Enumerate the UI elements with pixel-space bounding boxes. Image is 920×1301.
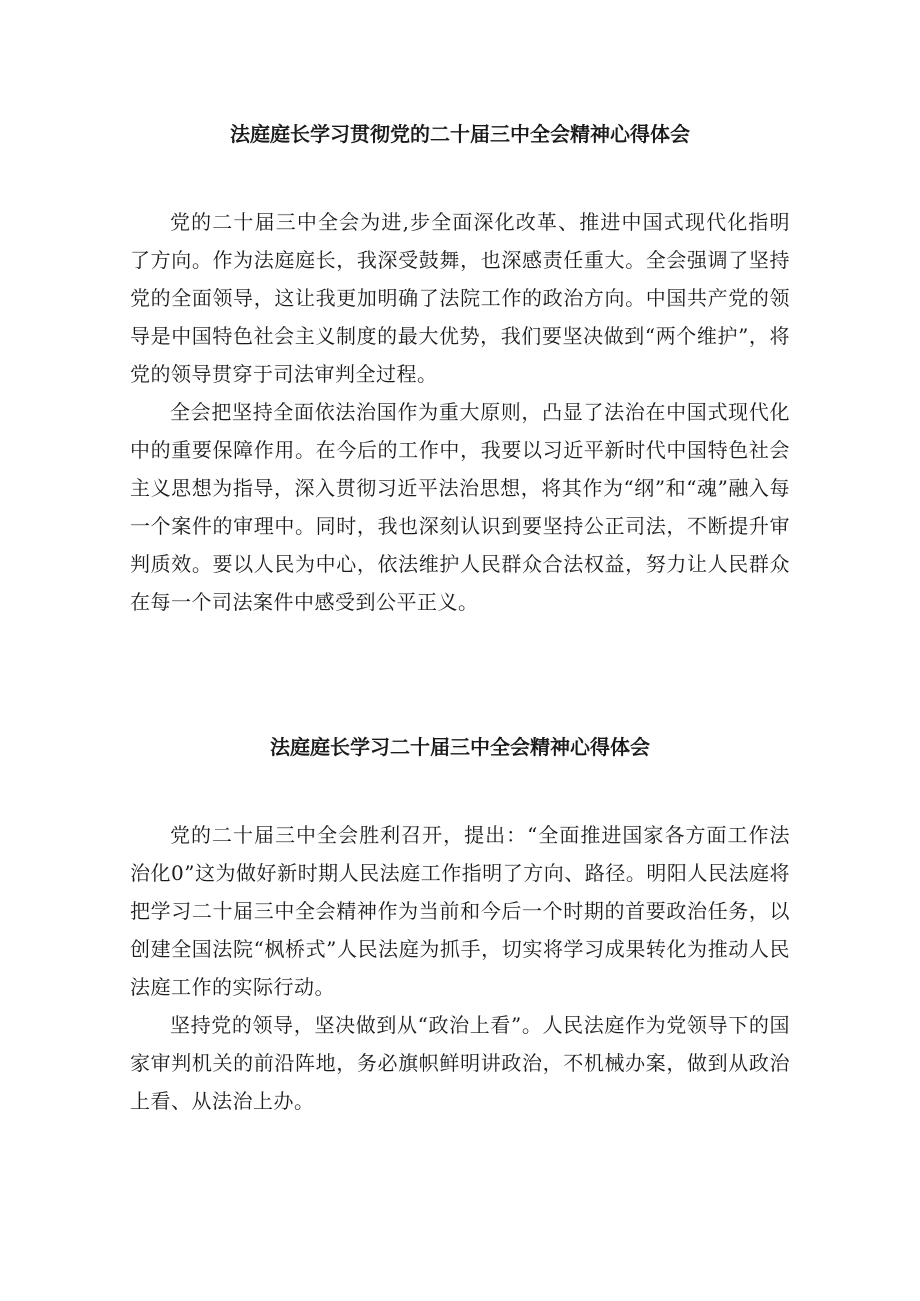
article-1-title: 法庭庭长学习贯彻党的二十届三中全会精神心得体会 (230, 122, 690, 146)
article-1-paragraph-2: 全会把坚持全面依法治国作为重大原则，凸显了法治在中国式现代化中的重要保障作用。在今后的工作中，我要以习近平新时代中国特色社会主义思想为指导，深入贯彻习近平法治思想，将其作为“纲”和“魂”融入每一个案件的审理中。同时，我也深刻认识到要坚持公正司法，不断提升审判质效。要以人民为中心，依法维护人民群众合法权益，努力让人民群众在每一个司法案件中感受到公平正义。 (130, 400, 790, 614)
article-1-paragraph-1: 党的二十届三中全会为进,步全面深化改革、推进中国式现代化指明了方向。作为法庭庭长，我深受鼓舞，也深感责任重大。全会强调了坚持党的全面领导，这让我更加明确了法院工作的政治方向。中国共产党的领导是中国特色社会主义制度的最大优势，我们要坚决做到“两个维护”，将党的领导贯穿于司法审判全过程。 (130, 210, 790, 386)
article-2-paragraph-2: 坚持党的领导，坚决做到从“政治上看”。人民法庭作为党领导下的国家审判机关的前沿阵地，务必旗帜鲜明讲政治，不机械办案，做到从政治上看、从法治上办。 (130, 1013, 790, 1113)
article-2-body (130, 816, 790, 1120)
article-1-body (130, 203, 790, 621)
article-2-paragraph-1: 党的二十届三中全会胜利召开，提出：“全面推进国家各方面工作法治化0”这为做好新时期人民法庭工作指明了方向、路径。明阳人民法庭将把学习二十届三中全会精神作为当前和今后一个时期的首要政治任务，以创建全国法院“枫桥式”人民法庭为抓手，切实将学习成果转化为推动人民法庭工作的实际行动。 (130, 823, 790, 999)
article-2-title: 法庭庭长学习二十届三中全会精神心得体会 (270, 735, 650, 759)
